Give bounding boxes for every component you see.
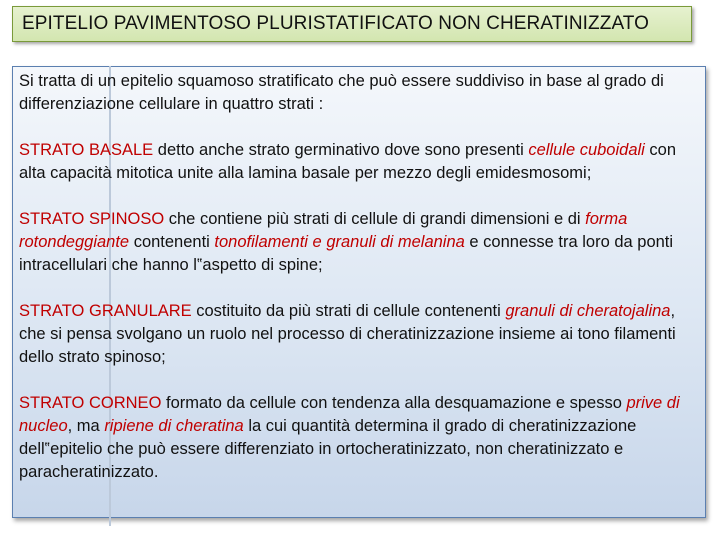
strato-granulare-emphasis-1: granuli di cheratojalina [505, 302, 671, 320]
strato-basale-paragraph [19, 139, 699, 185]
intro-text: Si tratta di un epitelio squamoso stratificato che può essere suddiviso in base al grado di differenziazione cellulare in quattro strati : [19, 72, 664, 113]
strato-basale-heading: STRATO BASALE [19, 141, 154, 159]
strato-granulare-text-2: , che si pensa svolgano un ruolo nel processo di cheratinizzazione insieme ai tono filamenti dello strato spinoso; [19, 302, 676, 366]
strato-basale-text-1: detto anche strato germinativo dove sono presenti [153, 141, 529, 159]
title-box [12, 6, 692, 42]
strato-spinoso-paragraph [19, 208, 699, 277]
strato-corneo-paragraph [19, 392, 699, 484]
strato-spinoso-text-3: e connesse tra loro da ponti intracellulari che hanno l‟aspetto di spine; [19, 233, 674, 274]
strato-spinoso-text-1: che contiene più strati di cellule di grandi dimensioni e di [164, 210, 586, 228]
strato-corneo-emphasis-2: ripiene di cheratina [104, 417, 244, 435]
strato-spinoso-heading: STRATO SPINOSO [19, 210, 165, 228]
strato-corneo-heading: STRATO CORNEO [19, 394, 162, 412]
strato-corneo-emphasis-1: prive di nucleo [19, 394, 680, 435]
intro-paragraph [19, 70, 699, 116]
strato-basale-text-2: con alta capacità mitotica unite alla lamina basale per mezzo degli emidesmosomi; [19, 141, 677, 182]
strato-corneo-text-2: , ma [67, 417, 105, 435]
strato-granulare-text-1: costituito da più strati di cellule contenenti [191, 302, 506, 320]
strato-spinoso-emphasis-2: tonofilamenti e granuli di melanina [214, 233, 465, 251]
strato-basale-emphasis-1: cellule cuboidali [528, 141, 645, 159]
strato-granulare-heading: STRATO GRANULARE [19, 302, 192, 320]
strato-spinoso-emphasis-1: forma rotondeggiante [19, 210, 628, 251]
slide-title: EPITELIO PAVIMENTOSO PLURISTATIFICATO NON CHERATINIZZATO [22, 13, 650, 34]
strato-corneo-text-3: la cui quantità determina il grado di cheratinizzazione dell‟epitelio che può essere differenziato in ortocheratinizzato, non cheratinizzato e paracheratinizzato. [19, 417, 637, 481]
strato-corneo-text-1: formato da cellule con tendenza alla desquamazione e spesso [161, 394, 627, 412]
strato-granulare-paragraph [19, 300, 699, 369]
content-text [19, 70, 699, 484]
strato-spinoso-text-2: contenenti [129, 233, 215, 251]
